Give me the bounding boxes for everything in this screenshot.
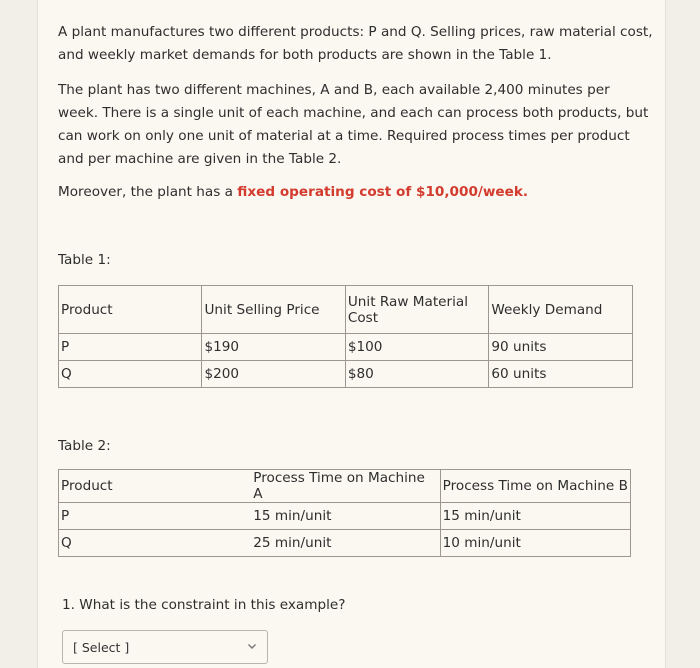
table1-header-cell: Weekly Demand (489, 286, 633, 334)
table2-label: Table 2: (58, 438, 111, 454)
table2-header-cell: Product (59, 470, 252, 503)
intro-paragraph-1: A plant manufactures two different products: P and Q. Selling prices, raw material cost, and weekly market demands for both products are shown in the Table 1. (58, 24, 653, 63)
intro-paragraph-3 (58, 181, 653, 204)
table2-cell: 25 min/unit (251, 530, 440, 557)
table-row (59, 503, 631, 530)
chevron-down-icon (247, 641, 257, 651)
table1-cell: 60 units (489, 361, 633, 388)
table2-header-cell: Process Time on Machine B (440, 470, 630, 503)
fixed-cost-prefix: Moreover, the plant has a (58, 184, 238, 200)
table1 (58, 285, 633, 388)
table1-cell: 90 units (489, 334, 633, 361)
table1-header-cell: Unit Raw Material Cost (345, 286, 489, 334)
table1-cell: P (59, 334, 202, 361)
question-page (38, 0, 665, 668)
table-row (59, 361, 633, 388)
table1-header-cell: Unit Selling Price (202, 286, 345, 334)
table2 (58, 469, 631, 557)
table-row (59, 334, 633, 361)
table2-header-cell: Process Time on Machine A (251, 470, 440, 503)
table1-header-row (59, 286, 633, 334)
table2-header-row (59, 470, 631, 503)
answer-select[interactable] (62, 630, 268, 664)
table1-header-cell: Product (59, 286, 202, 334)
table1-cell: Q (59, 361, 202, 388)
table1-cell: $100 (345, 334, 489, 361)
table1-label: Table 1: (58, 252, 111, 268)
table1-cell: $190 (202, 334, 345, 361)
intro-paragraph-2: The plant has two different machines, A and B, each available 2,400 minutes per week. There is a single unit of each machine, and each can process both products, but can work on only one unit of material at a time. Required process times per product and per machine are given in the Table 2. (58, 82, 649, 167)
table2-cell: 15 min/unit (251, 503, 440, 530)
table2-cell: P (59, 503, 252, 530)
table2-cell: 10 min/unit (440, 530, 630, 557)
table-row (59, 530, 631, 557)
fixed-cost-highlight: fixed operating cost of $10,000/week. (237, 184, 529, 200)
answer-select-value: [ Select ] (73, 640, 130, 655)
table1-cell: $80 (345, 361, 489, 388)
table2-cell: 15 min/unit (440, 503, 630, 530)
table1-cell: $200 (202, 361, 345, 388)
question-text: 1. What is the constraint in this example? (62, 597, 346, 613)
table2-cell: Q (59, 530, 252, 557)
